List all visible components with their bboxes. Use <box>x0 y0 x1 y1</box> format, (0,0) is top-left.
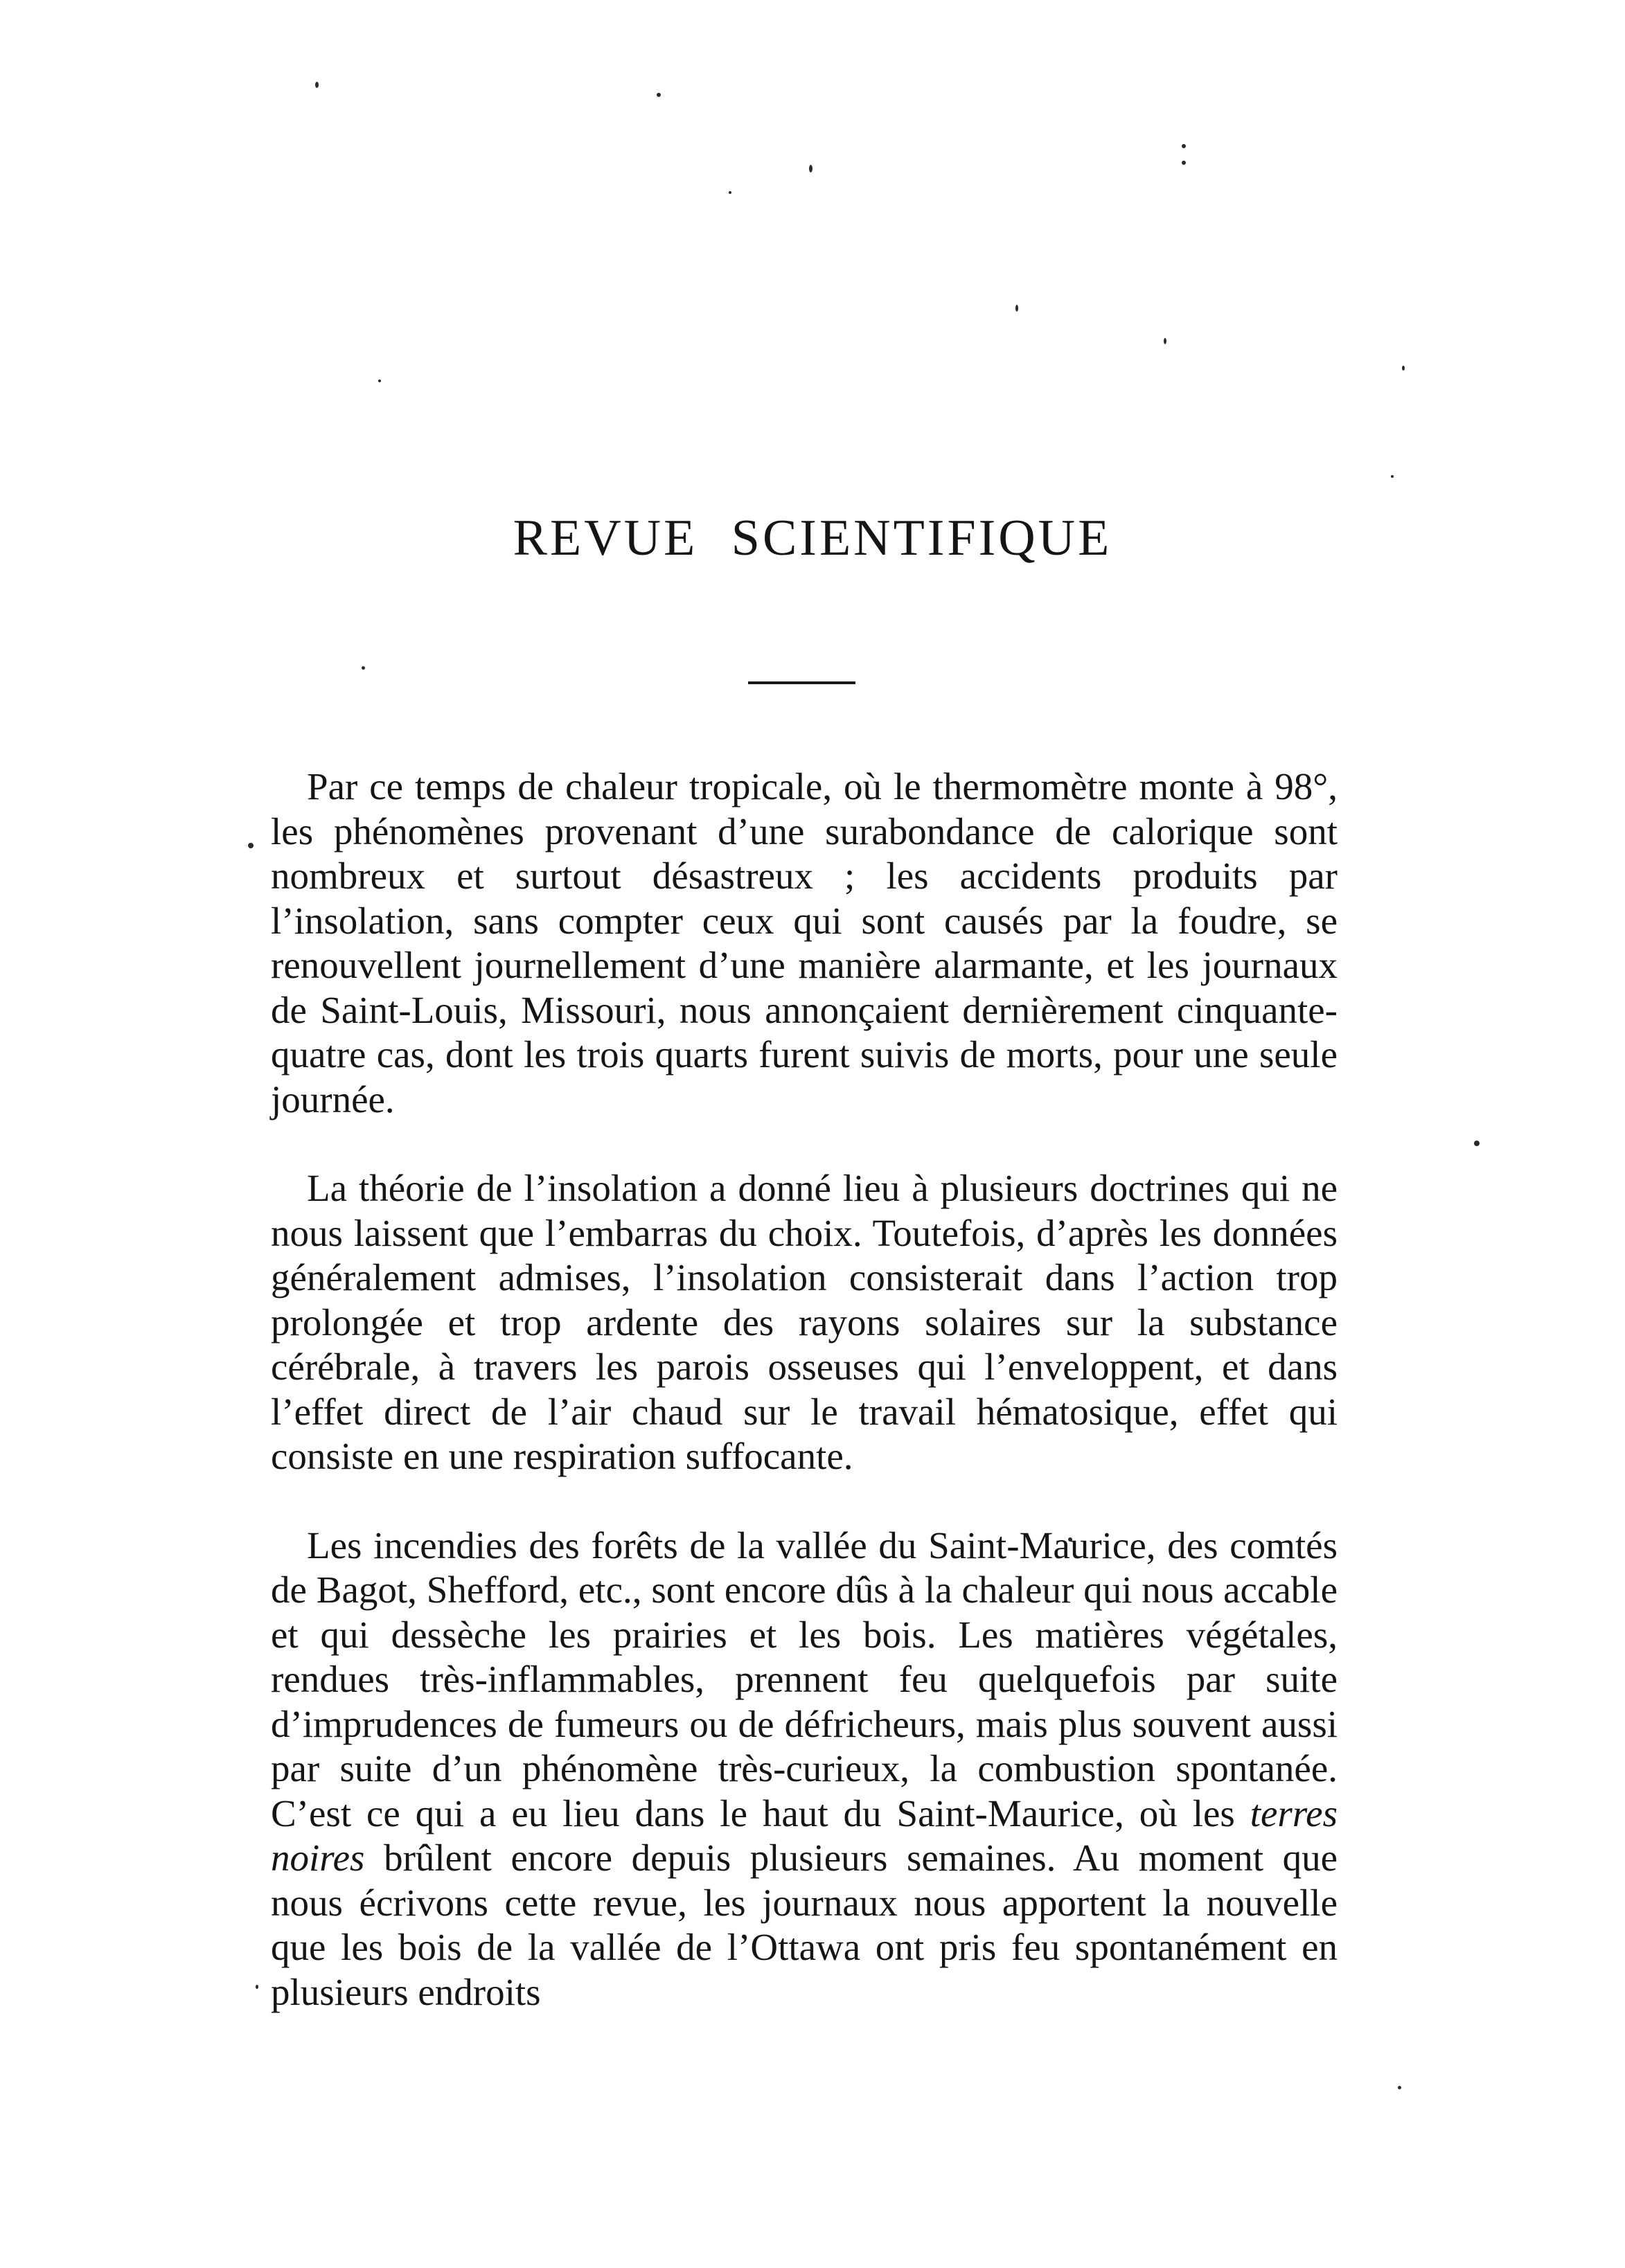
scan-speck <box>729 191 731 194</box>
paragraph-text: Les incendies des forêts de la vallée du Saint-Maurice, des comtés de Bagot, Shefford, etc., sont encore dûs à la chaleur qui nous accable et qui dessèche les prairies et les bois. Les matières végétales, rendues très-inflammables, prennent feu quelquefois par suite d’imprudences de fumeurs ou de défricheurs, mais plus souvent aussi par suite d’un phénomène très-curieux, la combustion spontanée. C’est ce qui a eu lieu dans le haut du Saint-Maurice, où les <box>271 1524 1338 1834</box>
scan-speck <box>657 93 661 97</box>
paragraph-text: Par ce temps de chaleur tropicale, où le thermomètre monte à 98°, les phénomènes provenant d’une surabondance de calorique sont nombreux et surtout désastreux ; les accidents produits par l’insolation, sans compter ceux qui sont causés par la foudre, se renouvellent journellement d’une manière alarmante, et les journaux de Saint-Louis, Missouri, nous annonçaient dernièrement cinquante-quatre cas, dont les trois quarts furent suivis de morts, pour une seule journée. <box>271 765 1338 1120</box>
scan-speck <box>1182 161 1186 165</box>
paragraph-text: brûlent encore depuis plusieurs semaines. Au moment que nous écrivons cette revue, les journaux nous apportent la nouvelle que les bois de la vallée de l’Ottawa ont pris feu spontanément en plusieurs endroits <box>271 1837 1338 2013</box>
article-body <box>271 765 1338 2015</box>
scan-speck <box>248 843 254 848</box>
scan-speck <box>809 165 812 172</box>
paragraph-1 <box>271 765 1338 1122</box>
scan-speck <box>1015 305 1018 312</box>
scan-speck <box>1474 1141 1480 1146</box>
scan-speck <box>256 1985 258 1989</box>
scan-speck <box>1164 338 1166 344</box>
scan-speck <box>315 82 319 88</box>
scan-speck <box>1398 2086 1401 2089</box>
paragraph-3 <box>271 1524 1338 2015</box>
scan-speck <box>378 380 381 382</box>
paragraph-text: La théorie de l’insolation a donné lieu à plusieurs doctrines qui ne nous laissent que l’embarras du choix. Toutefois, d’après les données généralement admises, l’insolation consisterait dans l’action trop prolongée et trop ardente des rayons solaires sur la substance cérébrale, à travers les parois osseuses qui l’enveloppent, et dans l’effet direct de l’air chaud sur le travail hématosique, effet qui consiste en une respiration suffocante. <box>271 1167 1338 1477</box>
title-rule <box>748 681 855 684</box>
scan-speck <box>362 666 365 670</box>
page-title: REVUE SCIENTIFIQUE <box>513 510 1112 566</box>
paragraph-2 <box>271 1166 1338 1479</box>
scan-speck <box>1402 366 1405 370</box>
italic-term: terres noires <box>271 1792 1338 1879</box>
scan-speck <box>1391 475 1394 478</box>
scan-speck <box>1182 144 1186 148</box>
